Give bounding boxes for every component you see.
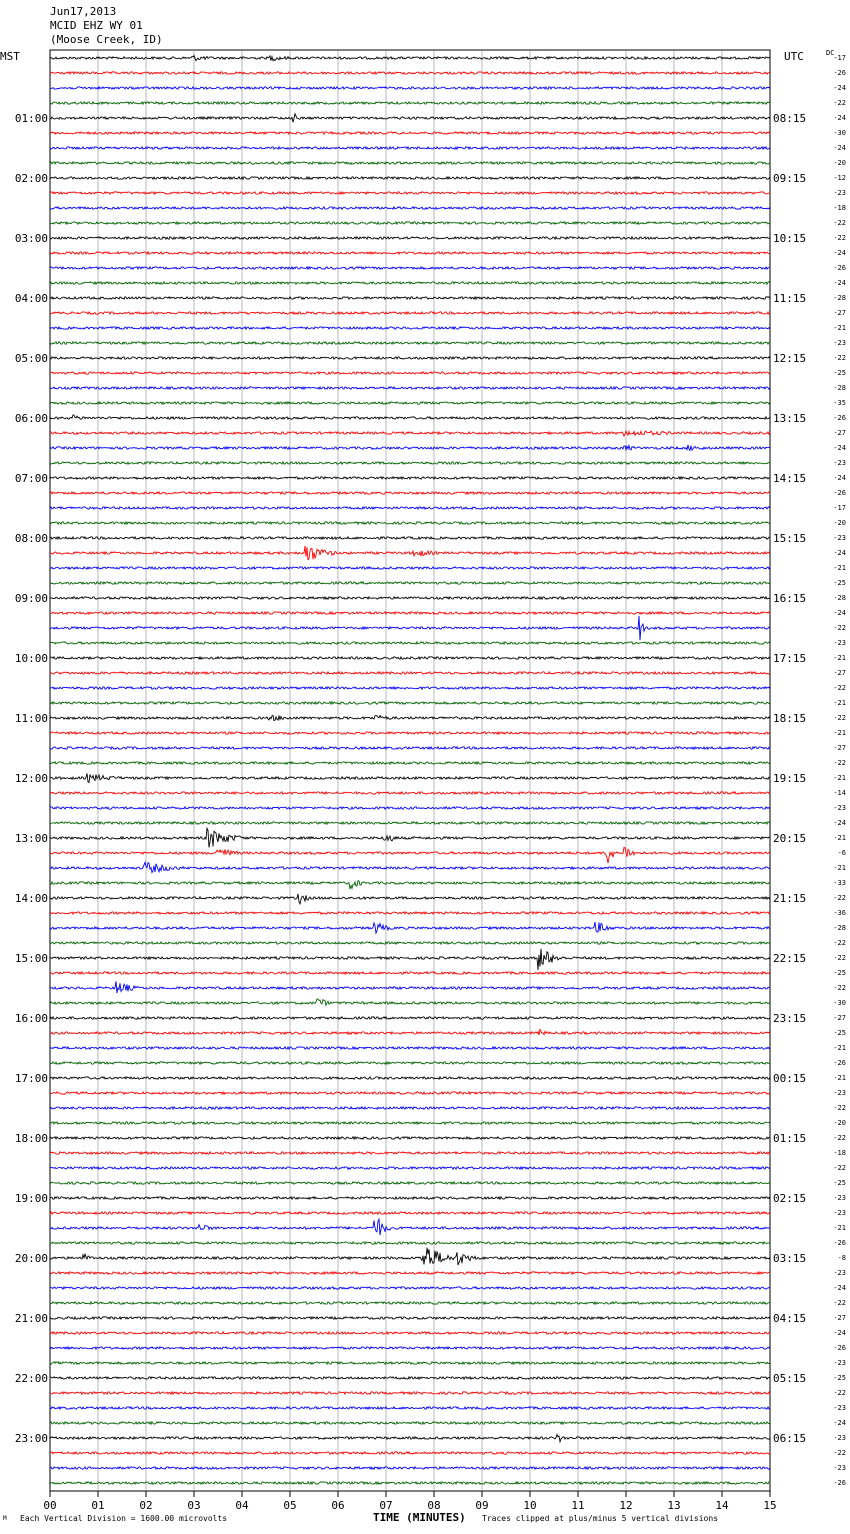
dc-offset-label: -25 (833, 579, 846, 587)
dc-offset-label: -22 (833, 939, 846, 947)
utc-hour-label: 01:15 (773, 1132, 807, 1145)
seismic-trace (50, 1302, 770, 1304)
seismic-trace (50, 492, 770, 494)
x-tick-label: 05 (283, 1499, 297, 1512)
dc-offset-label: -23 (833, 1089, 846, 1097)
mst-hour-label: 10:00 (14, 652, 48, 665)
seismic-trace (50, 507, 770, 509)
seismic-trace (50, 357, 770, 359)
seismic-trace (50, 207, 770, 209)
seismic-trace (50, 522, 770, 524)
seismic-trace (50, 462, 770, 464)
seismic-trace (50, 1317, 770, 1319)
seismic-trace (50, 537, 770, 539)
utc-hour-label: 19:15 (773, 772, 807, 785)
seismic-trace (50, 1392, 770, 1394)
seismic-trace (50, 828, 770, 847)
dc-offset-label: -22 (833, 1104, 846, 1112)
seismic-trace (50, 1017, 770, 1019)
dc-offset-label: -21 (833, 1044, 846, 1052)
plot-frame (50, 50, 770, 1491)
dc-offset-label: -23 (833, 1359, 846, 1367)
dc-offset-label: -28 (833, 384, 846, 392)
mst-hour-label: 16:00 (14, 1012, 48, 1025)
x-tick-label: 04 (235, 1499, 249, 1512)
dc-offset-label: -8 (837, 1254, 846, 1262)
seismic-trace (50, 1152, 770, 1154)
seismic-trace (50, 402, 770, 404)
utc-hour-label: 13:15 (773, 412, 807, 425)
dc-offset-label: -25 (833, 1029, 846, 1037)
dc-offset-label: -23 (833, 459, 846, 467)
utc-hour-label: 20:15 (773, 832, 807, 845)
mst-hour-label: 11:00 (14, 712, 48, 725)
seismic-trace (50, 342, 770, 344)
seismic-trace (50, 972, 770, 974)
dc-offset-label: -21 (833, 864, 846, 872)
dc-offset-label: -35 (833, 399, 846, 407)
dc-offset-label: -24 (833, 144, 846, 152)
dc-offset-label: -23 (833, 1209, 846, 1217)
x-tick-label: 14 (715, 1499, 729, 1512)
seismic-trace (50, 1467, 770, 1469)
dc-offset-label: -21 (833, 1224, 846, 1232)
dc-offset-label: -20 (833, 519, 846, 527)
utc-hour-label: 09:15 (773, 172, 807, 185)
mst-hour-label: 14:00 (14, 892, 48, 905)
seismic-trace (50, 1347, 770, 1349)
seismic-trace (50, 1077, 770, 1079)
dc-offset-label: -20 (833, 159, 846, 167)
seismic-trace (50, 1062, 770, 1064)
dc-offset-label: -30 (833, 129, 846, 137)
dc-offset-label: -22 (833, 759, 846, 767)
seismic-trace (50, 1122, 770, 1124)
right-timezone-label: UTC (784, 50, 804, 63)
utc-hour-label: 03:15 (773, 1252, 807, 1265)
x-tick-label: 15 (763, 1499, 777, 1512)
corner-mark: M (3, 1515, 7, 1522)
dc-offset-label: -17 (833, 504, 846, 512)
x-tick-label: 12 (619, 1499, 633, 1512)
dc-offset-label: -27 (833, 1314, 846, 1322)
station-location: (Moose Creek, ID) (50, 33, 163, 46)
seismic-trace (50, 1197, 770, 1199)
chart-date: Jun17,2013 (50, 5, 117, 18)
seismic-trace (50, 1212, 770, 1214)
mst-hour-label: 23:00 (14, 1432, 48, 1445)
utc-hour-label: 18:15 (773, 712, 807, 725)
dc-offset-label: -24 (833, 84, 846, 92)
dc-offset-label: -18 (833, 1149, 846, 1157)
dc-offset-label: -22 (833, 984, 846, 992)
seismic-trace (50, 1362, 770, 1364)
dc-offset-label: -25 (833, 969, 846, 977)
seismic-trace (50, 567, 770, 569)
dc-offset-label: -23 (833, 1464, 846, 1472)
dc-offset-label: -26 (833, 1059, 846, 1067)
dc-offset-label: -26 (833, 414, 846, 422)
dc-offset-label: -23 (833, 804, 846, 812)
utc-hour-label: 21:15 (773, 892, 807, 905)
dc-offset-label: -24 (833, 549, 846, 557)
x-tick-label: 10 (523, 1499, 537, 1512)
seismic-trace (50, 147, 770, 149)
seismic-trace (50, 1092, 770, 1094)
dc-offset-label: -21 (833, 699, 846, 707)
dc-offset-label: -18 (833, 204, 846, 212)
seismic-trace (50, 1167, 770, 1169)
utc-hour-label: 00:15 (773, 1072, 807, 1085)
x-tick-label: 03 (187, 1499, 201, 1512)
dc-offset-label: -23 (833, 1194, 846, 1202)
seismic-trace (50, 942, 770, 944)
utc-hour-label: 23:15 (773, 1012, 807, 1025)
dc-offset-label: -25 (833, 369, 846, 377)
dc-offset-label: -22 (833, 954, 846, 962)
dc-offset-label: -27 (833, 744, 846, 752)
dc-offset-label: -25 (833, 1374, 846, 1382)
seismic-trace (50, 912, 770, 914)
mst-hour-label: 17:00 (14, 1072, 48, 1085)
seismic-trace (50, 1029, 770, 1035)
x-tick-label: 06 (331, 1499, 345, 1512)
dc-offset-label: -27 (833, 429, 846, 437)
dc-offset-label: -25 (833, 1179, 846, 1187)
seismic-trace (50, 312, 770, 314)
dc-offset-label: -27 (833, 669, 846, 677)
utc-hour-label: 11:15 (773, 292, 807, 305)
utc-hour-label: 17:15 (773, 652, 807, 665)
dc-offset-label: -22 (833, 684, 846, 692)
dc-offset-header: DC (826, 49, 835, 57)
seismic-trace (50, 72, 770, 74)
seismic-trace (50, 1272, 770, 1274)
utc-hour-label: 10:15 (773, 232, 807, 245)
dc-offset-label: -23 (833, 339, 846, 347)
seismic-trace (50, 642, 770, 644)
seismic-trace (50, 237, 770, 239)
dc-offset-label: -24 (833, 114, 846, 122)
dc-offset-label: -23 (833, 534, 846, 542)
dc-offset-label: -21 (833, 1074, 846, 1082)
seismic-trace (50, 387, 770, 389)
seismic-trace (50, 1242, 770, 1244)
seismic-trace (50, 657, 770, 659)
dc-offset-label: -22 (833, 1299, 846, 1307)
utc-hour-label: 08:15 (773, 112, 807, 125)
dc-offset-label: -22 (833, 1134, 846, 1142)
seismic-trace (50, 546, 770, 560)
dc-offset-label: -30 (833, 999, 846, 1007)
clip-note: Traces clipped at plus/minus 5 vertical divisions (482, 1514, 719, 1523)
dc-offset-label: -22 (833, 894, 846, 902)
dc-offset-label: -26 (833, 1344, 846, 1352)
x-tick-label: 13 (667, 1499, 681, 1512)
dc-offset-label: -21 (833, 564, 846, 572)
seismic-trace (50, 773, 770, 782)
seismic-trace (50, 132, 770, 134)
dc-offset-label: -24 (833, 1284, 846, 1292)
dc-offset-label: -20 (833, 1119, 846, 1127)
seismic-trace (50, 672, 770, 674)
seismic-trace (50, 1407, 770, 1409)
dc-offset-label: -28 (833, 294, 846, 302)
seismic-trace (50, 1047, 770, 1049)
dc-offset-label: -27 (833, 1014, 846, 1022)
dc-offset-label: -24 (833, 474, 846, 482)
dc-offset-label: -26 (833, 489, 846, 497)
dc-offset-label: -24 (833, 819, 846, 827)
dc-offset-label: -24 (833, 1329, 846, 1337)
seismic-trace (50, 1248, 770, 1265)
dc-offset-label: -22 (833, 624, 846, 632)
dc-offset-label: -22 (833, 1389, 846, 1397)
mst-hour-label: 05:00 (14, 352, 48, 365)
mst-hour-label: 18:00 (14, 1132, 48, 1145)
seismic-trace (50, 715, 770, 720)
utc-hour-label: 02:15 (773, 1192, 807, 1205)
seismic-trace (50, 252, 770, 254)
seismic-trace (50, 1422, 770, 1424)
utc-hour-label: 16:15 (773, 592, 807, 605)
dc-offset-label: -24 (833, 1419, 846, 1427)
mst-hour-label: 06:00 (14, 412, 48, 425)
seismic-trace (50, 862, 770, 872)
mst-hour-label: 12:00 (14, 772, 48, 785)
dc-offset-label: -6 (837, 849, 846, 857)
mst-hour-label: 19:00 (14, 1192, 48, 1205)
dc-offset-label: -26 (833, 1479, 846, 1487)
seismic-trace (50, 282, 770, 284)
dc-offset-label: -21 (833, 774, 846, 782)
dc-offset-label: -22 (833, 1449, 846, 1457)
seismic-trace (50, 192, 770, 194)
seismic-trace (50, 807, 770, 809)
dc-offset-label: -26 (833, 1239, 846, 1247)
left-timezone-label: MST (0, 50, 20, 63)
mst-hour-label: 09:00 (14, 592, 48, 605)
seismic-trace (50, 177, 770, 179)
seismic-trace (50, 114, 770, 123)
seismic-trace (50, 1332, 770, 1334)
seismic-trace (50, 87, 770, 89)
mst-hour-label: 21:00 (14, 1312, 48, 1325)
dc-offset-label: -22 (833, 219, 846, 227)
seismic-trace (50, 894, 770, 904)
station-code: MCID EHZ WY 01 (50, 19, 143, 32)
mst-hour-label: 08:00 (14, 532, 48, 545)
seismic-trace (50, 1482, 770, 1484)
seismic-trace (50, 1137, 770, 1139)
dc-offset-label: -14 (833, 789, 846, 797)
seismic-trace (50, 415, 770, 419)
dc-offset-label: -22 (833, 714, 846, 722)
dc-offset-label: -23 (833, 1269, 846, 1277)
mst-hour-label: 07:00 (14, 472, 48, 485)
seismic-trace (50, 981, 770, 993)
dc-offset-label: -26 (833, 69, 846, 77)
dc-offset-label: -36 (833, 909, 846, 917)
seismic-trace (50, 222, 770, 224)
dc-offset-label: -21 (833, 834, 846, 842)
x-tick-label: 01 (91, 1499, 105, 1512)
mst-hour-label: 22:00 (14, 1372, 48, 1385)
seismic-trace (50, 327, 770, 329)
dc-offset-label: -17 (833, 54, 846, 62)
dc-offset-label: -22 (833, 1164, 846, 1172)
dc-offset-label: -24 (833, 444, 846, 452)
seismic-trace (50, 792, 770, 794)
utc-hour-label: 05:15 (773, 1372, 807, 1385)
dc-offset-label: -28 (833, 924, 846, 932)
seismic-trace (50, 372, 770, 374)
x-tick-label: 00 (43, 1499, 57, 1512)
seismic-trace (50, 1452, 770, 1454)
seismic-trace (50, 445, 770, 451)
dc-offset-label: -28 (833, 594, 846, 602)
dc-offset-label: -23 (833, 639, 846, 647)
seismic-trace (50, 747, 770, 749)
dc-offset-label: -22 (833, 354, 846, 362)
dc-offset-label: -21 (833, 324, 846, 332)
seismic-trace (50, 162, 770, 164)
seismic-trace (50, 616, 770, 640)
dc-offset-label: -24 (833, 609, 846, 617)
dc-offset-label: -22 (833, 99, 846, 107)
scale-note: Each Vertical Division = 1600.00 microvolts (20, 1514, 228, 1523)
utc-hour-label: 22:15 (773, 952, 807, 965)
dc-offset-label: -23 (833, 1434, 846, 1442)
mst-hour-label: 03:00 (14, 232, 48, 245)
mst-hour-label: 04:00 (14, 292, 48, 305)
dc-offset-label: -21 (833, 729, 846, 737)
mst-hour-label: 02:00 (14, 172, 48, 185)
dc-offset-label: -24 (833, 249, 846, 257)
dc-offset-label: -21 (833, 654, 846, 662)
seismic-trace (50, 999, 770, 1005)
utc-hour-label: 06:15 (773, 1432, 807, 1445)
seismic-trace (50, 297, 770, 299)
seismic-trace (50, 762, 770, 764)
mst-hour-label: 13:00 (14, 832, 48, 845)
seismic-trace (50, 922, 770, 933)
seismic-trace (50, 847, 770, 863)
seismic-trace (50, 267, 770, 269)
dc-offset-label: -22 (833, 234, 846, 242)
seismic-trace (50, 881, 770, 890)
utc-hour-label: 12:15 (773, 352, 807, 365)
mst-hour-label: 01:00 (14, 112, 48, 125)
mst-hour-label: 20:00 (14, 1252, 48, 1265)
seismic-trace (50, 612, 770, 614)
dc-offset-label: -23 (833, 1404, 846, 1412)
utc-hour-label: 14:15 (773, 472, 807, 485)
seismic-trace (50, 822, 770, 824)
seismic-trace (50, 1219, 770, 1235)
utc-hour-label: 15:15 (773, 532, 807, 545)
seismic-trace (50, 1435, 770, 1442)
dc-offset-label: -27 (833, 309, 846, 317)
seismic-trace (50, 597, 770, 599)
seismic-trace (50, 1107, 770, 1109)
x-tick-label: 07 (379, 1499, 393, 1512)
x-tick-label: 08 (427, 1499, 441, 1512)
x-tick-label: 02 (139, 1499, 153, 1512)
seismic-trace (50, 582, 770, 584)
dc-offset-label: -12 (833, 174, 846, 182)
dc-offset-label: -23 (833, 189, 846, 197)
seismic-trace (50, 1182, 770, 1184)
seismic-trace (50, 56, 770, 61)
x-tick-label: 09 (475, 1499, 489, 1512)
utc-hour-label: 04:15 (773, 1312, 807, 1325)
mst-hour-label: 15:00 (14, 952, 48, 965)
dc-offset-label: -24 (833, 279, 846, 287)
seismic-trace (50, 702, 770, 704)
dc-offset-label: -33 (833, 879, 846, 887)
x-axis-title: TIME (MINUTES) (373, 1511, 466, 1524)
x-tick-label: 11 (571, 1499, 585, 1512)
seismic-trace (50, 102, 770, 104)
seismic-trace (50, 431, 770, 436)
seismic-trace (50, 1377, 770, 1379)
seismic-trace (50, 949, 770, 970)
dc-offset-label: -26 (833, 264, 846, 272)
seismic-trace (50, 687, 770, 689)
seismic-trace (50, 1287, 770, 1289)
seismic-trace (50, 732, 770, 734)
seismic-trace (50, 477, 770, 479)
